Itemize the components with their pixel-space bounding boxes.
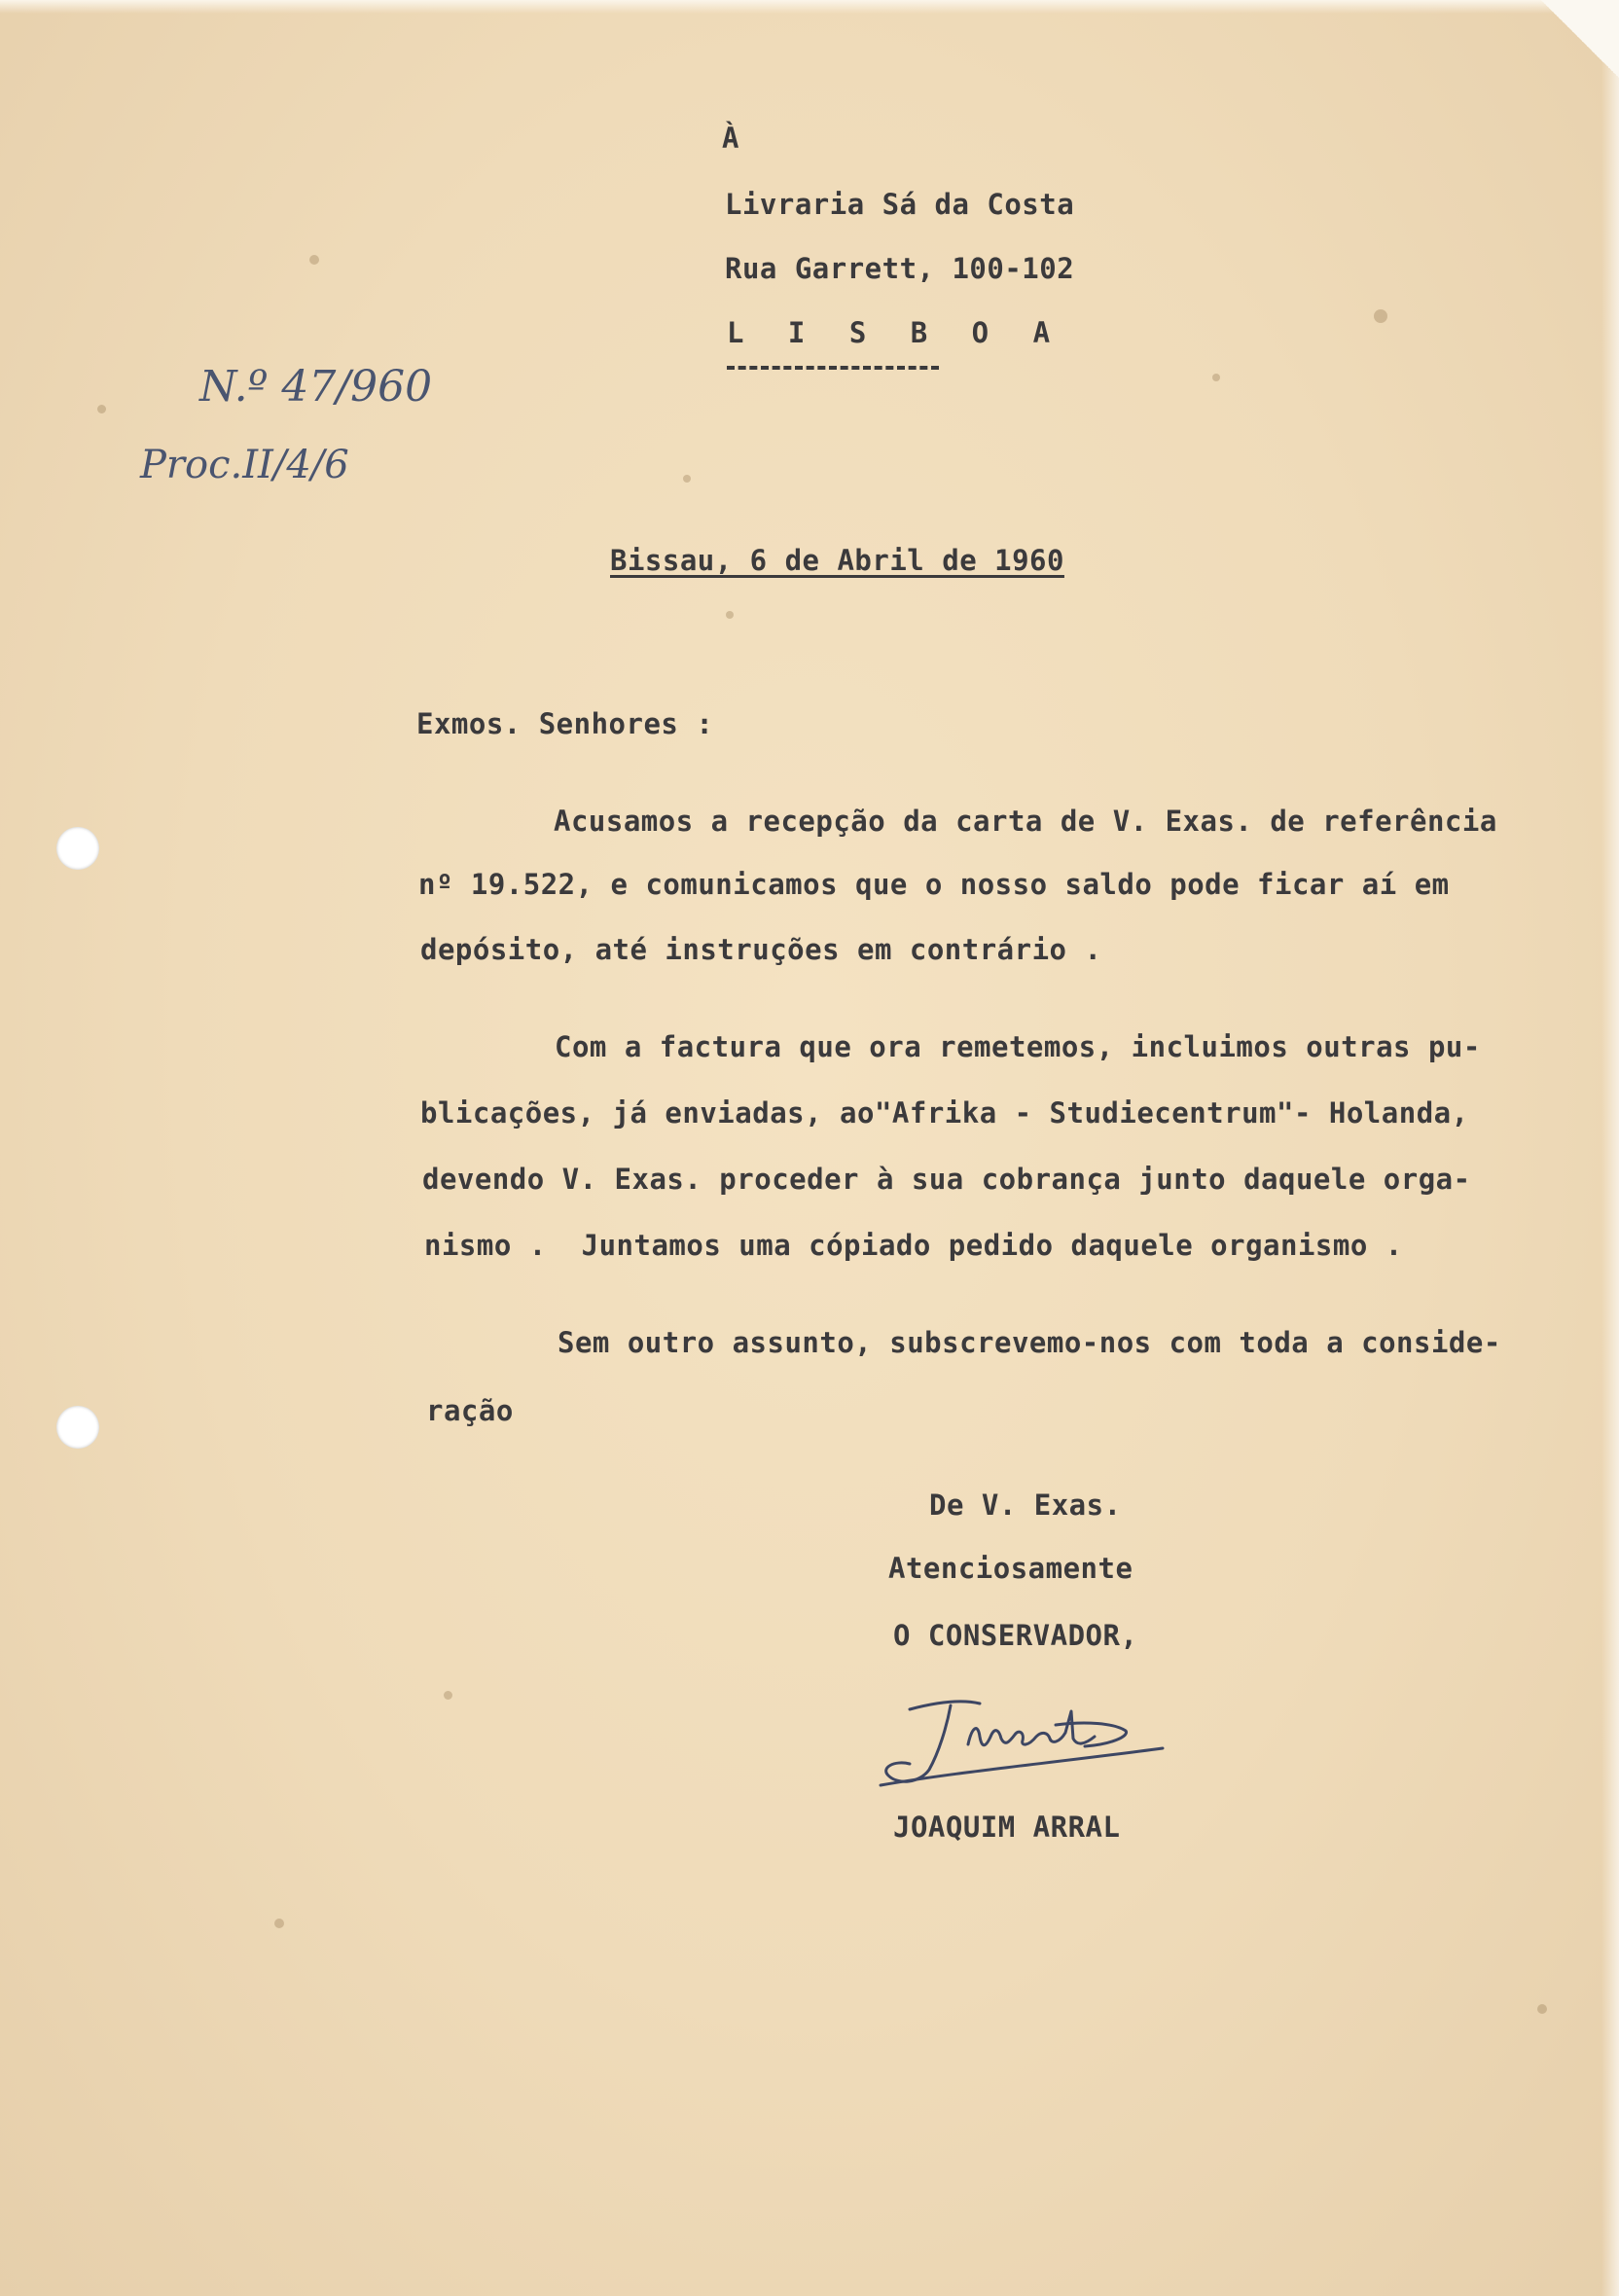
recipient-prefix: À xyxy=(722,122,739,155)
recipient-street: Rua Garrett, 100-102 xyxy=(725,252,1075,285)
body-line: Sem outro assunto, subscrevemo-nos com toda a conside- xyxy=(558,1326,1501,1359)
handwritten-reference-number: N.º 47/960 xyxy=(199,362,433,412)
paper-speck xyxy=(726,611,734,619)
body-line: Com a factura que ora remetemos, incluimos outras pu- xyxy=(555,1030,1481,1063)
closing-line: De V. Exas. xyxy=(929,1489,1122,1522)
punch-hole-top xyxy=(56,827,99,870)
paper-speck xyxy=(309,255,319,265)
paper-speck xyxy=(274,1919,284,1928)
body-line: devendo V. Exas. proceder à sua cobrança junto daquele orga- xyxy=(422,1163,1471,1196)
paper-speck xyxy=(444,1691,452,1700)
paper-speck xyxy=(683,475,691,483)
body-line: ração xyxy=(426,1394,514,1427)
paper-speck xyxy=(1212,374,1220,381)
handwritten-signature xyxy=(871,1688,1192,1805)
body-line: nismo . Juntamos uma cópiado pedido daquele organismo . xyxy=(424,1229,1403,1262)
punch-hole-bottom xyxy=(56,1406,99,1449)
body-line: nº 19.522, e comunicamos que o nosso saldo pode ficar aí em xyxy=(418,868,1450,901)
body-line: blicações, já enviadas, ao"Afrika - Studiecentrum"- Holanda, xyxy=(420,1096,1469,1130)
body-line: depósito, até instruções em contrário . xyxy=(420,933,1102,966)
recipient-name: Livraria Sá da Costa xyxy=(725,188,1075,221)
recipient-city: L I S B O A xyxy=(727,316,1064,349)
closing-line: Atenciosamente xyxy=(888,1552,1133,1585)
paper-top-edge xyxy=(0,0,1619,14)
city-underline xyxy=(727,366,939,370)
paper-speck xyxy=(1374,309,1387,323)
dateline: Bissau, 6 de Abril de 1960 xyxy=(610,544,1064,577)
body-line: Acusamos a recepção da carta de V. Exas. de referência xyxy=(554,805,1497,838)
handwritten-process-reference: Proc.II/4/6 xyxy=(140,443,349,487)
paper-right-edge xyxy=(1601,0,1619,2296)
signer-name: JOAQUIM ARRAL xyxy=(893,1811,1121,1844)
folded-corner xyxy=(1541,0,1619,78)
paper-speck xyxy=(97,405,106,413)
salutation: Exmos. Senhores : xyxy=(416,707,714,740)
paper-speck xyxy=(1537,2004,1547,2014)
closing-title: O CONSERVADOR, xyxy=(893,1619,1138,1652)
